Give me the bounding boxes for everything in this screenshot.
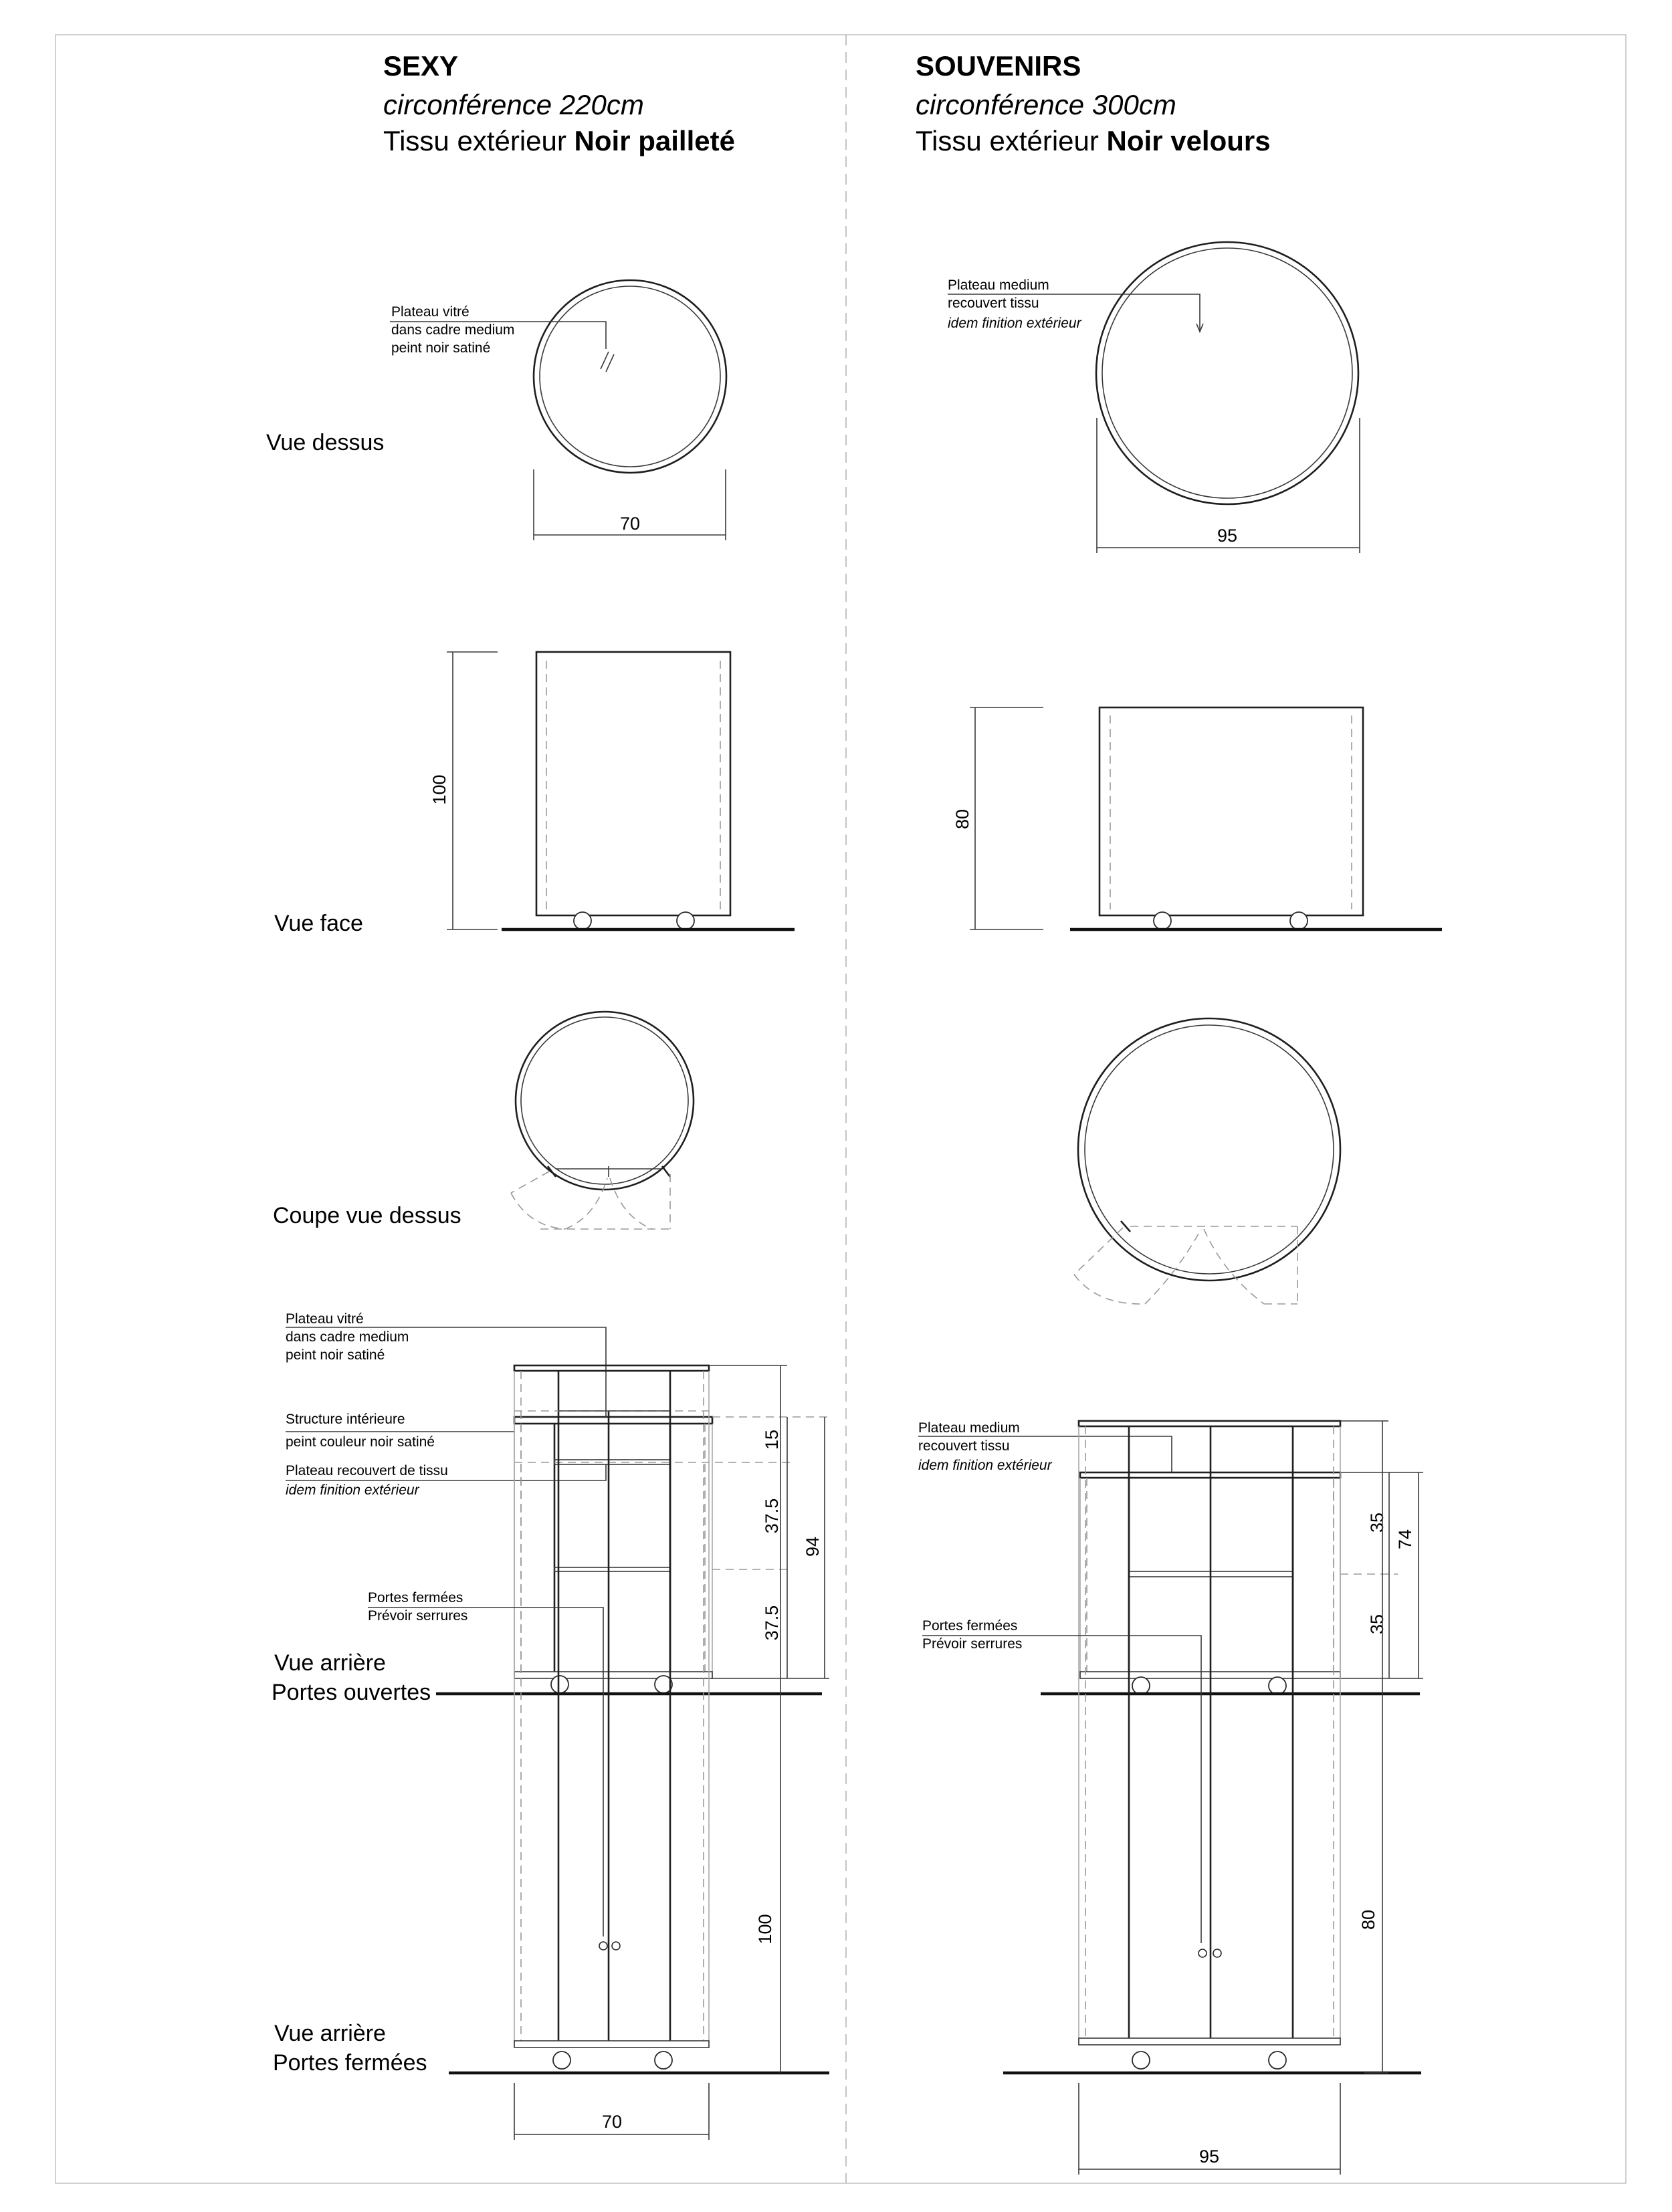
souvenirs-front-height: 80 xyxy=(952,808,972,830)
dim-value: 35 xyxy=(1367,1614,1387,1635)
dim-value: 37.5 xyxy=(762,1498,782,1534)
sexy-fabric-label: Tissu extérieur xyxy=(383,125,566,156)
sexy-back-closed-view xyxy=(368,1365,829,2140)
souvenirs-section-outer xyxy=(1078,1018,1340,1281)
wheel xyxy=(551,1676,568,1693)
sexy-top-note-1: Plateau vitré xyxy=(391,304,469,320)
dim-value: 15 xyxy=(762,1429,782,1450)
sexy-front-view xyxy=(429,652,795,929)
sexy-fabric-name: Noir pailleté xyxy=(574,125,735,156)
sexy-back-open-view xyxy=(286,1311,829,1694)
label-back-closed-1: Vue arrière xyxy=(274,2021,386,2046)
souvenirs-top-note-1: Plateau medium xyxy=(948,278,1049,293)
door-hinge xyxy=(1121,1221,1130,1232)
label-back-open-2: Portes ouvertes xyxy=(272,1680,431,1705)
souvenirs-back-closed-view xyxy=(922,1421,1421,2175)
souvenirs-top-note-2: recouvert tissu xyxy=(948,296,1039,311)
door-swing xyxy=(1074,1275,1145,1304)
note-structure-2: peint couleur noir satiné xyxy=(286,1434,435,1450)
sexy-header xyxy=(383,50,735,156)
sexy-title: SEXY xyxy=(383,50,459,82)
sexy-top-outer-ring xyxy=(534,280,726,473)
souvenirs-header xyxy=(916,50,1271,156)
glass-top-plate xyxy=(514,1417,712,1424)
wheel xyxy=(655,2052,672,2069)
wheel xyxy=(1132,2052,1150,2069)
wheel xyxy=(1290,912,1308,929)
sexy-section-inner xyxy=(521,1017,688,1184)
note-doors-2: Prévoir serrures xyxy=(922,1636,1023,1652)
note-structure-1: Structure intérieure xyxy=(286,1412,405,1427)
leader-line xyxy=(922,1636,1201,1943)
note-top-plate-1: Plateau medium xyxy=(918,1420,1020,1436)
leader-line xyxy=(368,1608,603,1937)
souvenirs-front-view xyxy=(952,707,1442,929)
wheel xyxy=(1269,2052,1286,2069)
sexy-top-note-2: dans cadre medium xyxy=(391,322,515,338)
souvenirs-top-diameter: 95 xyxy=(1217,526,1238,546)
note-shelf-1: Plateau recouvert de tissu xyxy=(286,1463,448,1478)
souvenirs-section-view xyxy=(1074,1018,1340,1304)
sheet-frame xyxy=(56,35,1626,2183)
glass-hatch-mark xyxy=(601,352,609,369)
sexy-fabric-line xyxy=(383,125,735,156)
door-swing xyxy=(511,1172,549,1193)
door-knob xyxy=(612,1942,620,1950)
door-swing xyxy=(1145,1229,1201,1304)
door-swing xyxy=(1204,1229,1264,1304)
sexy-section-outer xyxy=(516,1012,694,1190)
door-knob xyxy=(1198,1949,1207,1957)
total-height-value: 94 xyxy=(803,1536,823,1557)
glass-top-plate xyxy=(514,1365,709,1371)
glass-hatch-mark xyxy=(606,354,614,372)
shelf xyxy=(554,1567,670,1571)
note-top-plate-3: idem finition extérieur xyxy=(918,1458,1052,1473)
souvenirs-top-view xyxy=(948,242,1360,553)
sexy-top-view xyxy=(390,280,726,540)
souvenirs-top-note-3: idem finition extérieur xyxy=(948,316,1081,331)
door-knob xyxy=(599,1942,607,1950)
note-doors-1: Portes fermées xyxy=(368,1590,463,1606)
sexy-front-body xyxy=(536,652,730,915)
door-swing xyxy=(511,1193,565,1229)
note-doors-2: Prévoir serrures xyxy=(368,1608,468,1624)
sexy-top-inner-ring xyxy=(540,286,720,467)
label-back-open-1: Vue arrière xyxy=(274,1650,386,1676)
label-back-closed-2: Portes fermées xyxy=(273,2050,427,2076)
souvenirs-title: SOUVENIRS xyxy=(916,50,1081,82)
base-plate xyxy=(1079,2038,1340,2045)
note-top-plate-1: Plateau vitré xyxy=(286,1311,364,1327)
door-hinge xyxy=(662,1166,670,1177)
wheel xyxy=(574,912,591,929)
top-plate xyxy=(1079,1421,1340,1426)
wheel xyxy=(677,912,694,929)
sexy-circumference: circonférence 220cm xyxy=(383,89,644,120)
souvenirs-front-body xyxy=(1100,707,1363,915)
souvenirs-top-inner-ring xyxy=(1102,248,1352,498)
sexy-top-note-3: peint noir satiné xyxy=(391,340,491,356)
closed-height-value: 80 xyxy=(1358,1909,1378,1930)
label-front-view: Vue face xyxy=(274,911,363,936)
door-swing xyxy=(565,1178,607,1229)
wheel xyxy=(1154,912,1171,929)
note-top-plate-3: peint noir satiné xyxy=(286,1347,385,1363)
note-top-plate-2: recouvert tissu xyxy=(918,1438,1010,1454)
wheel xyxy=(1269,1677,1286,1694)
souvenirs-fabric-line xyxy=(916,125,1271,156)
note-doors-1: Portes fermées xyxy=(922,1618,1018,1634)
total-height-value: 74 xyxy=(1395,1529,1415,1550)
wheel xyxy=(553,2052,570,2069)
sexy-front-height: 100 xyxy=(429,774,449,805)
label-top-view: Vue dessus xyxy=(266,430,385,455)
souvenirs-top-outer-ring xyxy=(1096,242,1358,504)
closed-width-value: 70 xyxy=(601,2112,623,2132)
closed-height-value: 100 xyxy=(755,1914,775,1945)
wheel xyxy=(1132,1677,1150,1694)
door-swing xyxy=(1074,1228,1123,1275)
base-plate xyxy=(514,1672,712,1678)
souvenirs-section-inner xyxy=(1085,1025,1334,1274)
note-top-plate-2: dans cadre medium xyxy=(286,1329,409,1345)
note-shelf-2: idem finition extérieur xyxy=(286,1482,419,1498)
souvenirs-fabric-label: Tissu extérieur xyxy=(916,125,1099,156)
souvenirs-back-open-view xyxy=(918,1420,1423,1694)
sexy-section-view xyxy=(511,1012,694,1229)
dim-value: 37.5 xyxy=(762,1605,782,1641)
closed-width-value: 95 xyxy=(1198,2146,1220,2167)
souvenirs-circumference: circonférence 300cm xyxy=(916,89,1176,120)
label-section-view: Coupe vue dessus xyxy=(273,1203,461,1228)
base-plate xyxy=(514,2041,709,2048)
sexy-top-diameter: 70 xyxy=(619,514,641,534)
dim-value: 35 xyxy=(1367,1512,1387,1533)
souvenirs-fabric-name: Noir velours xyxy=(1106,125,1271,156)
door-knob xyxy=(1213,1949,1221,1957)
